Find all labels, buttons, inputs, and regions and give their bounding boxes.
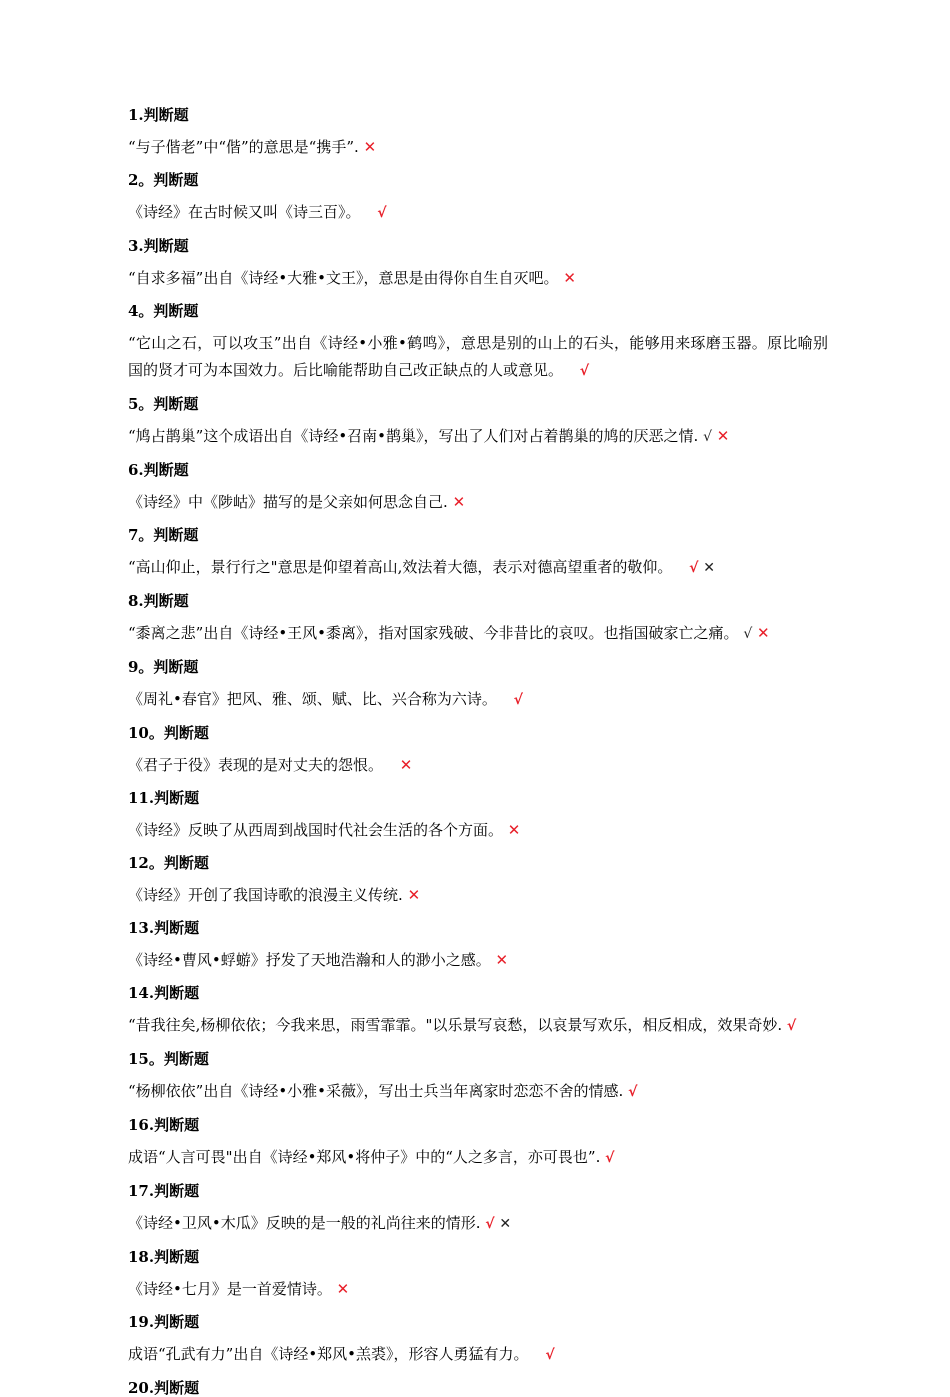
question-statement <box>128 1078 828 1106</box>
question-heading: 3.判断题 <box>128 237 189 255</box>
question-text: 成语“孔武有力”出自《诗经•郑风•羔裘》，形容人勇猛有力。 <box>128 1345 529 1363</box>
question-statement <box>128 817 828 844</box>
check-mark-icon: √ <box>605 1150 615 1166</box>
question-statement <box>128 1341 828 1369</box>
check-mark-icon: √ <box>377 205 387 221</box>
answer-mark-icon: ✕ <box>499 1216 512 1232</box>
question-statement <box>128 686 828 714</box>
question-statement <box>128 134 828 161</box>
cross-mark-icon: ✕ <box>757 624 770 642</box>
question-statement <box>128 554 828 582</box>
question-heading: 20.判断题 <box>128 1379 200 1397</box>
question-heading: 14.判断题 <box>128 984 200 1002</box>
question-text: 《周礼•春官》把风、雅、颂、赋、比、兴合称为六诗。 <box>128 690 497 708</box>
question-heading: 17.判断题 <box>128 1182 200 1200</box>
question-heading: 1.判断题 <box>128 106 189 124</box>
question-statement <box>128 620 828 648</box>
question-heading: 11.判断题 <box>128 789 200 807</box>
answer-mark-icon: ✕ <box>703 560 715 576</box>
question-heading: 2。判断题 <box>128 171 199 189</box>
question-statement <box>128 947 828 974</box>
question-heading: 6.判断题 <box>128 461 189 479</box>
check-mark-icon: √ <box>628 1084 638 1100</box>
check-mark-icon: √ <box>689 560 699 576</box>
question-statement <box>128 752 828 779</box>
question-text: 《诗经》反映了从西周到战国时代社会生活的各个方面。 <box>128 821 504 839</box>
check-mark-icon: √ <box>545 1347 555 1363</box>
question-heading: 19.判断题 <box>128 1313 200 1331</box>
question-text: 《诗经•卫风•木瓜》反映的是一般的礼尚往来的情形. <box>128 1214 481 1232</box>
question-heading: 15。判断题 <box>128 1050 209 1068</box>
check-mark-icon: √ <box>485 1216 495 1232</box>
question-statement <box>128 330 828 385</box>
cross-mark-icon: ✕ <box>716 427 730 445</box>
question-heading: 7。判断题 <box>128 526 199 544</box>
cross-mark-icon: ✕ <box>407 886 421 904</box>
check-mark-icon: √ <box>579 363 590 379</box>
question-statement <box>128 1012 828 1040</box>
question-text: 《君子于役》表现的是对丈夫的怨恨。 <box>128 756 384 774</box>
question-text: “昔我往矣,杨柳依依；今我来思，雨雪霏霏。"以乐景写哀愁，以哀景写欢乐，相反相成，效果奇妙. <box>128 1016 783 1034</box>
check-mark-icon: √ <box>786 1018 797 1034</box>
question-text: “黍离之悲”出自《诗经•王风•黍离》，指对国家残破、今非昔比的哀叹。也指国破家亡之痛。 <box>128 624 739 642</box>
answer-mark-icon: √ <box>743 626 753 642</box>
cross-mark-icon: ✕ <box>452 493 466 511</box>
question-text: 《诗经•曹风•蜉蝣》抒发了天地浩瀚和人的渺小之感。 <box>128 951 491 969</box>
question-statement <box>128 199 828 227</box>
question-heading: 5。判断题 <box>128 395 199 413</box>
question-text: 《诗经》开创了我国诗歌的浪漫主义传统. <box>128 886 403 904</box>
question-statement <box>128 1144 828 1172</box>
question-text: 《诗经》在古时候又叫《诗三百》。 <box>128 203 361 221</box>
question-heading: 18.判断题 <box>128 1248 200 1266</box>
question-heading: 4。判断题 <box>128 302 199 320</box>
cross-mark-icon: ✕ <box>507 821 521 839</box>
question-text: “它山之石，可以攻玉”出自《诗经•小雅•鹤鸣》，意思是别的山上的石头，能够用来琢磨玉器。原比喻别国的贤才可为本国效力。后比喻能帮助自己改正缺点的人或意见。 <box>128 334 828 379</box>
question-heading: 10。判断题 <box>128 724 209 742</box>
question-text: “自求多福”出自《诗经•大雅•文王》，意思是由得你自生自灭吧。 <box>128 269 559 287</box>
question-statement <box>128 423 828 451</box>
question-statement <box>128 265 828 292</box>
question-text: “高山仰止，景行行之"意思是仰望着高山,效法着大德，表示对德高望重者的敬仰。 <box>128 558 673 576</box>
question-heading: 16.判断题 <box>128 1116 200 1134</box>
question-heading: 8.判断题 <box>128 592 189 610</box>
question-heading: 13.判断题 <box>128 919 200 937</box>
question-text: “与子偕老”中“偕”的意思是“携手”. <box>128 138 359 156</box>
question-statement <box>128 489 828 516</box>
question-text: 《诗经》中《陟岵》描写的是父亲如何思念自己. <box>128 493 448 511</box>
check-mark-icon: √ <box>513 692 523 708</box>
answer-mark-icon: √ <box>703 429 713 445</box>
document-page <box>128 106 828 1397</box>
question-text: 《诗经•七月》是一首爱情诗。 <box>128 1280 332 1298</box>
question-statement <box>128 1210 828 1238</box>
question-heading: 9。判断题 <box>128 658 199 676</box>
cross-mark-icon: ✕ <box>495 951 509 969</box>
question-heading: 12。判断题 <box>128 854 209 872</box>
cross-mark-icon: ✕ <box>563 269 576 287</box>
question-text: 成语“人言可畏"出自《诗经•郑风•将仲子》中的“人之多言，亦可畏也”. <box>128 1148 601 1166</box>
question-statement <box>128 1276 828 1303</box>
cross-mark-icon: ✕ <box>399 756 413 774</box>
cross-mark-icon: ✕ <box>363 138 377 156</box>
question-text: “杨柳依依”出自《诗经•小雅•采薇》，写出士兵当年离家时恋恋不舍的情感. <box>128 1082 624 1100</box>
cross-mark-icon: ✕ <box>336 1280 350 1298</box>
question-statement <box>128 882 828 909</box>
question-text: “鸠占鹊巢”这个成语出自《诗经•召南•鹊巢》，写出了人们对占着鹊巢的鸠的厌恶之情. <box>128 427 699 445</box>
